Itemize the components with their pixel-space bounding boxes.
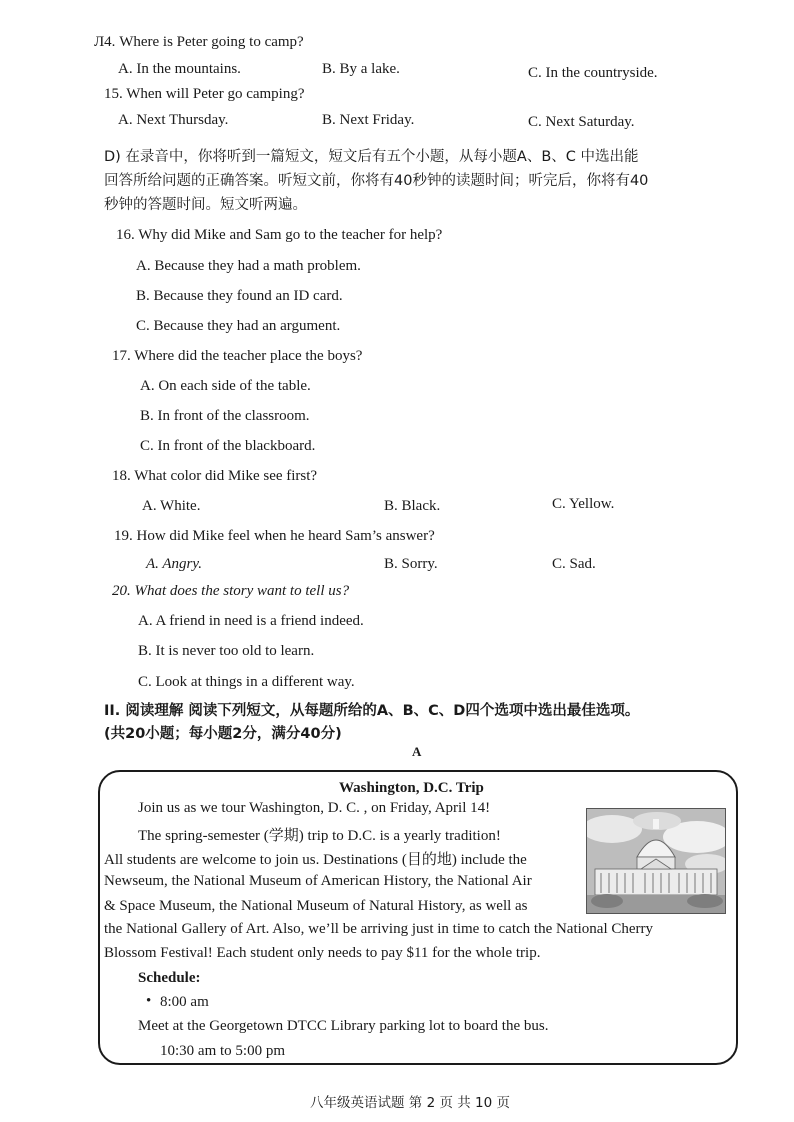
page-footer: 八年级英语试题 第 2 页 共 10 页 [310,1095,511,1111]
passage-line-6: the National Gallery of Art. Also, we’ll be arriving just in time to catch the National Cherry [104,921,654,937]
q15-question: 15. When will Peter go camping? [104,86,305,102]
passage-line-4: Newseum, the National Museum of American History, the National Air [104,873,532,889]
q16-option-a: A. Because they had a math problem. [136,258,361,274]
q18-question: 18. What color did Mike see first? [112,468,318,484]
q20-option-c: C. Look at things in a different way. [138,674,355,690]
schedule-time-1: 8:00 am [160,994,209,1010]
q14-text: Where is Peter going to camp? [119,34,304,50]
passage-line-3: All students are welcome to join us. Destinations (目的地) include the [104,852,527,868]
passage-line-7: Blossom Festival! Each student only needs to pay $11 for the whole trip. [104,945,541,961]
schedule-time-2: 10:30 am to 5:00 pm [160,1043,285,1059]
q18-option-b: B. Black. [384,498,441,514]
capitol-building-image [586,808,726,914]
schedule-text-1: Meet at the Georgetown DTCC Library parking lot to board the bus. [138,1018,549,1034]
passage-label: A [412,744,422,759]
q15-option-b: B. Next Friday. [322,112,415,128]
q17-question: 17. Where did the teacher place the boys? [112,348,363,364]
q16-question: 16. Why did Mike and Sam go to the teacher for help? [116,227,443,243]
schedule-label: Schedule: [138,970,201,986]
schedule-bullet: • [146,993,152,1009]
passage-line-5: & Space Museum, the National Museum of Natural History, as well as [104,898,528,914]
q14-option-a: A. In the mountains. [118,61,241,77]
q19-question: 19. How did Mike feel when he heard Sam’s answer? [114,528,435,544]
q14-question [94,34,304,51]
section-d-instruction-line-1: D) 在录音中，你将听到一篇短文，短文后有五个小题，从每小题A、B、C 中选出能 [104,149,639,165]
passage-title: Washington, D.C. Trip [339,780,484,796]
passage-line-1: Join us as we tour Washington, D. C. , on Friday, April 14! [138,800,491,816]
q16-option-c: C. Because they had an argument. [136,318,341,334]
q20-option-b: B. It is never too old to learn. [138,643,315,659]
q18-option-a: A. White. [142,498,201,514]
q14-option-b: B. By a lake. [322,61,400,77]
q14-option-c: C. In the countryside. [528,65,658,81]
q20-question: 20. What does the story want to tell us? [112,583,350,599]
q17-option-a: A. On each side of the table. [140,378,311,394]
passage-line-2: The spring-semester (学期) trip to D.C. is a yearly tradition! [138,828,501,844]
part-ii-heading: II. 阅读理解 阅读下列短文，从每题所给的A、B、C、D四个选项中选出最佳选项。 [104,703,640,719]
q15-option-c: C. Next Saturday. [528,114,635,130]
q17-option-b: B. In front of the classroom. [140,408,310,424]
q17-option-c: C. In front of the blackboard. [140,438,316,454]
q18-option-c: C. Yellow. [552,496,615,512]
q15-option-a: A. Next Thursday. [118,112,229,128]
section-d-instruction-line-3: 秒钟的答题时间。短文听两遍。 [104,197,307,213]
section-d-instruction-line-2: 回答所给问题的正确答案。听短文前，你将有40秒钟的读题时间；听完后，你将有40 [104,173,649,189]
q20-option-a: A. A friend in need is a friend indeed. [138,613,364,629]
q19-option-a: A. Angry. [146,556,202,572]
q19-option-b: B. Sorry. [384,556,438,572]
q14-prefix: Л4. [94,34,116,50]
q16-option-b: B. Because they found an ID card. [136,288,343,304]
q19-option-c: C. Sad. [552,556,596,572]
part-ii-scoring: (共20小题；每小题2分，满分40分) [104,726,342,742]
